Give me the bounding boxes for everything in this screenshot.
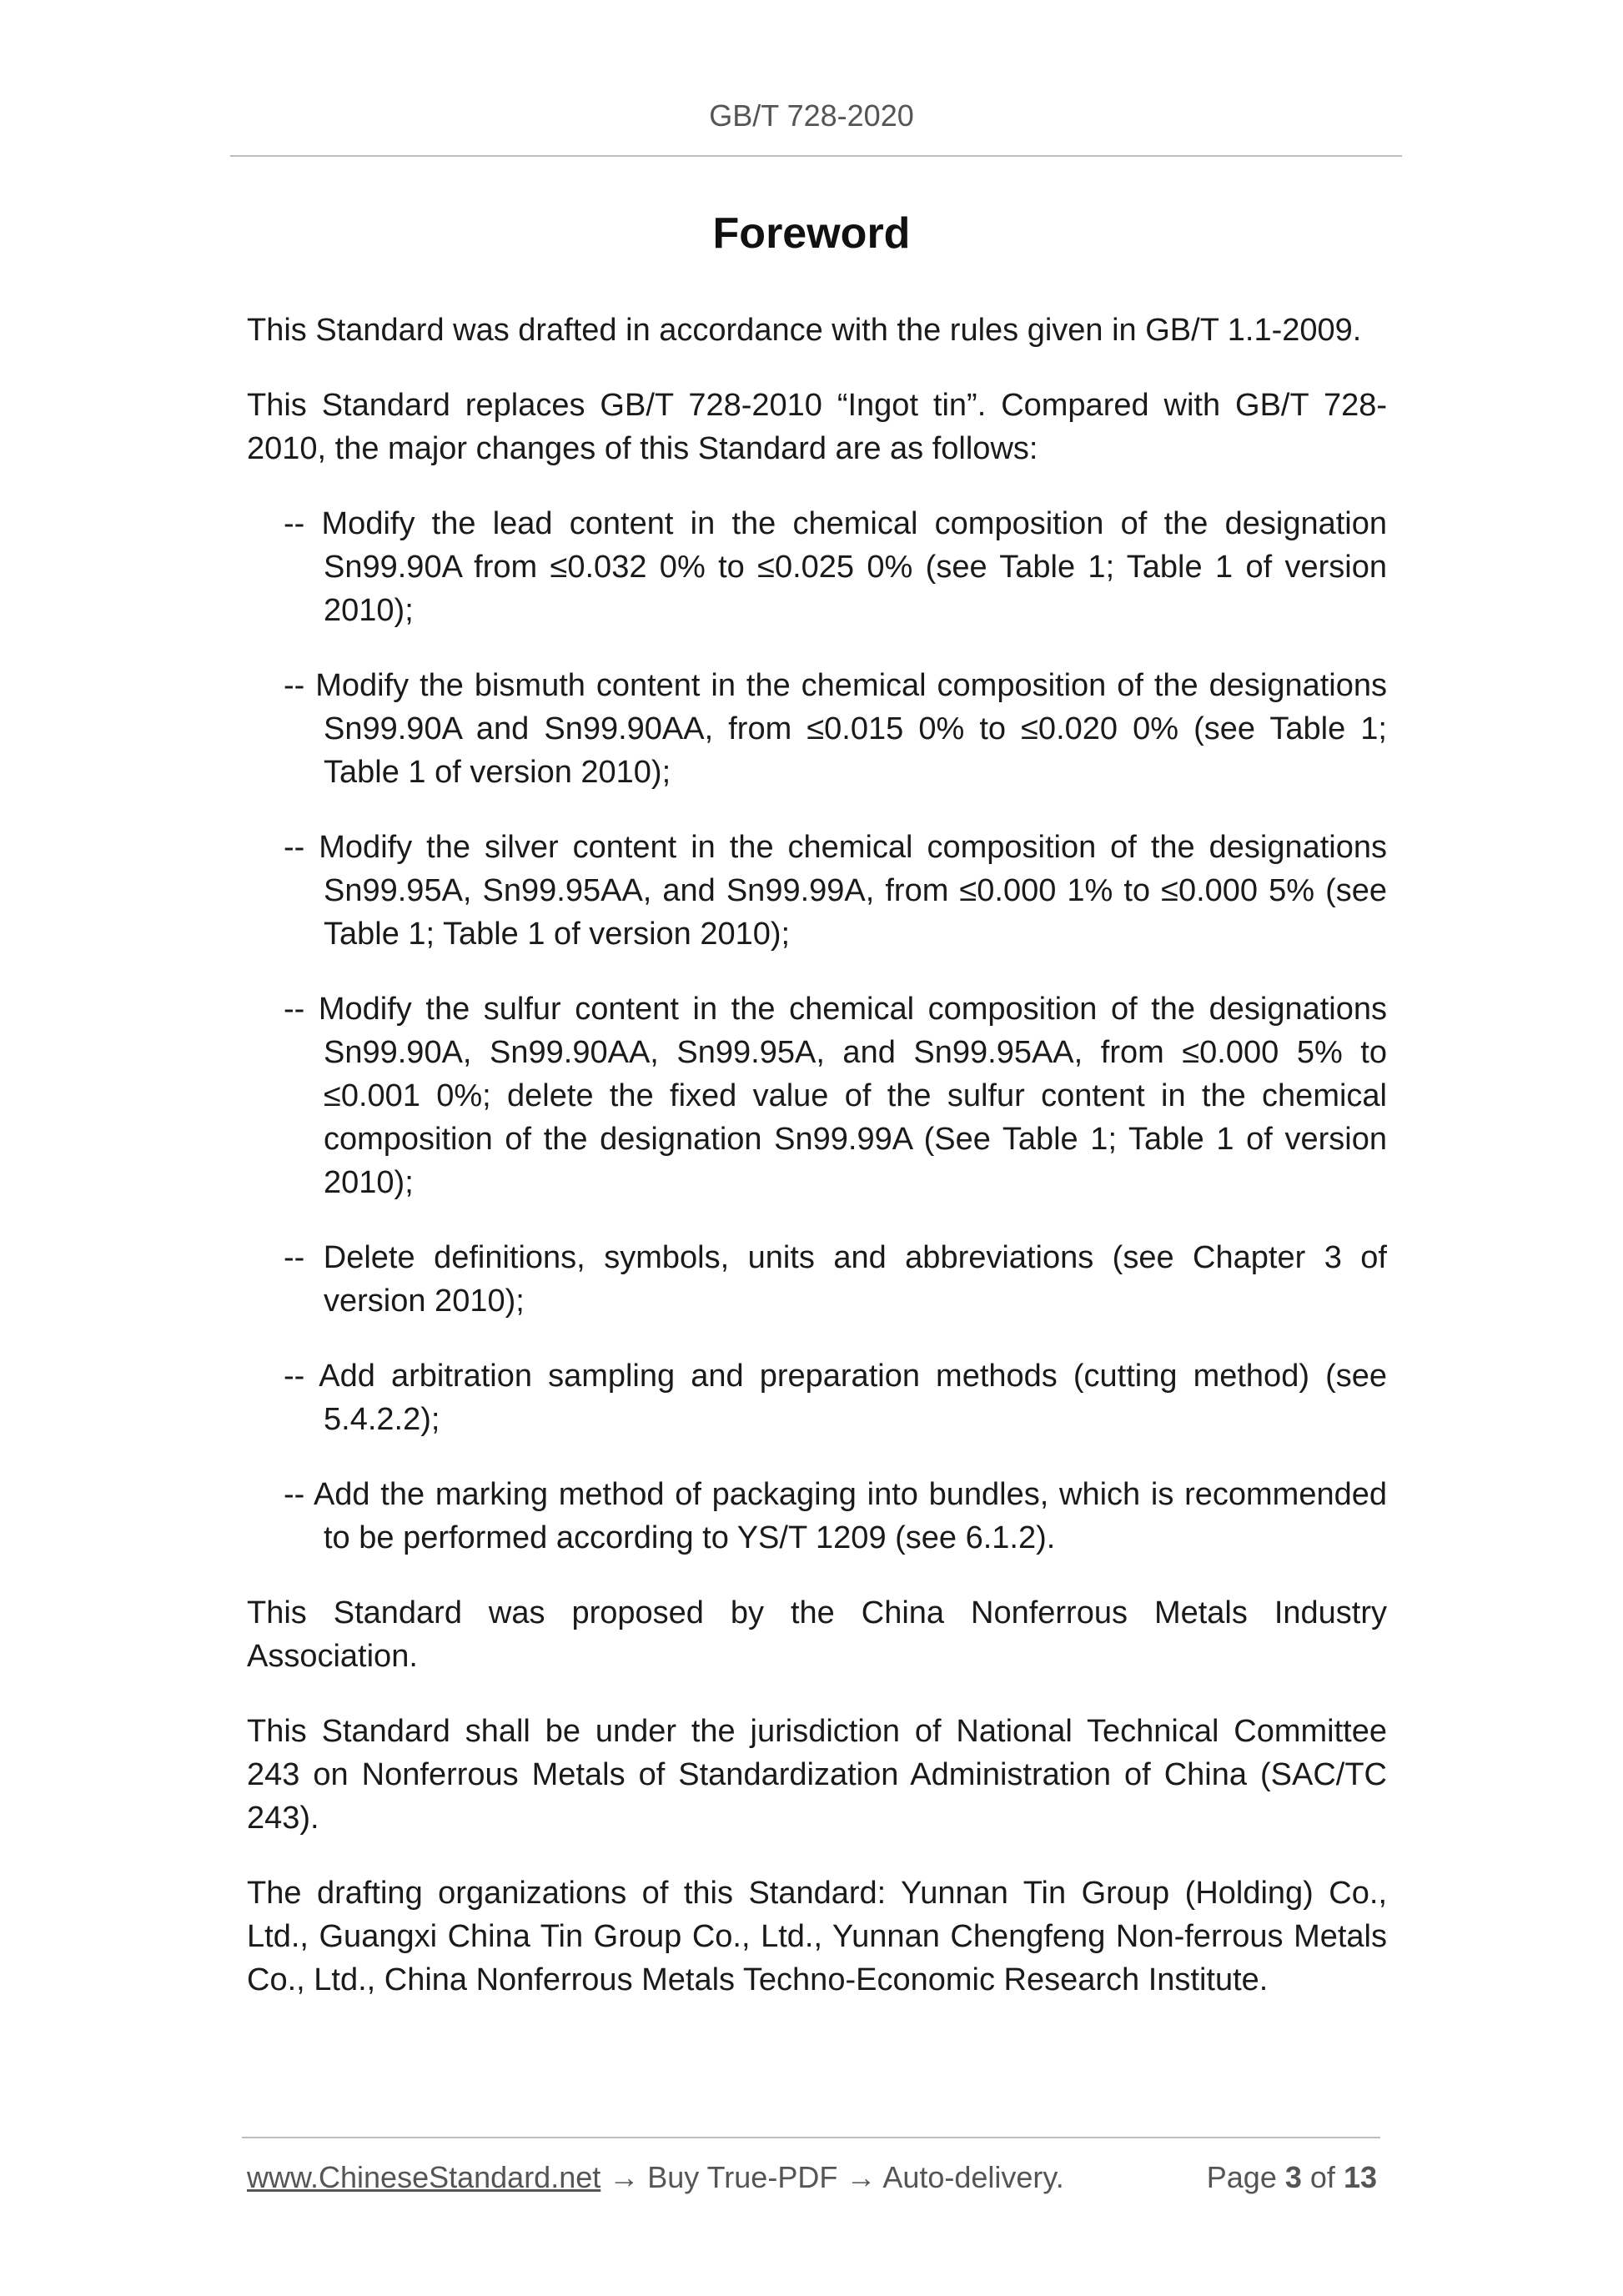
list-item: -- Add arbitration sampling and preparation methods (cutting method) (see 5.4.2.2); (284, 1359, 1387, 1437)
list-item: -- Add the marking method of packaging into bundles, which is recommended to be performed according to YS/T 1209 (see 6.1.2). (284, 1477, 1387, 1555)
page-current: 3 (1284, 2160, 1302, 2194)
list-item: -- Modify the sulfur content in the chemical composition of the designations Sn99.90A, Sn99.90AA, Sn99.95A, and Sn99.95AA, from ≤0.000 5% to ≤0.001 0%; delete the fixed value of the sulfur content in the chemical composition of the designation Sn99.99A (See Table 1; Table 1 of version 2010); (284, 992, 1387, 1200)
page-title: Foreword (712, 209, 911, 258)
paragraph-drafting-organizations: The drafting organizations of this Standard: Yunnan Tin Group (Holding) Co., Ltd., Guangxi China Tin Group Co., Ltd., Yunnan Chengfeng Non-ferrous Metals Co., Ltd., China Nonferrous Metals Techno-Economic Research Institute. (247, 1876, 1387, 1997)
page-indicator (1207, 2160, 1377, 2195)
footer-promo (247, 2160, 1064, 2195)
page-of-label: of (1309, 2160, 1335, 2194)
header-divider (230, 155, 1402, 157)
paragraph-drafting-rules: This Standard was drafted in accordance with the rules given in GB/T 1.1-2009. (247, 313, 1362, 348)
changes-list (247, 502, 1387, 1560)
paragraph-replacement: This Standard replaces GB/T 728-2010 “Ingot tin”. Compared with GB/T 728-2010, the major changes of this Standard are as follows: (247, 388, 1387, 466)
list-item: -- Modify the bismuth content in the chemical composition of the designations Sn99.90A and Sn99.90AA, from ≤0.015 0% to ≤0.020 0% (see Table 1; Table 1 of version 2010); (284, 668, 1387, 790)
page-total: 13 (1343, 2160, 1377, 2194)
footer-tagline: → Buy True-PDF → Auto-delivery. (600, 2160, 1064, 2194)
website-link[interactable]: www.ChineseStandard.net (247, 2160, 601, 2194)
paragraph-jurisdiction: This Standard shall be under the jurisdiction of National Technical Committee 243 on Nonferrous Metals of Standardization Administration of China (SAC/TC 243). (247, 1714, 1387, 1836)
list-item: -- Modify the silver content in the chemical composition of the designations Sn99.95A, Sn99.95AA, and Sn99.99A, from ≤0.000 1% to ≤0.000 5% (see Table 1; Table 1 of version 2010); (284, 830, 1387, 952)
document-body (247, 309, 1387, 2033)
footer-divider (242, 2137, 1380, 2138)
paragraph-proposed-by: This Standard was proposed by the China Nonferrous Metals Industry Association. (247, 1595, 1387, 1674)
running-header: GB/T 728-2020 (709, 98, 914, 133)
page-label: Page (1206, 2160, 1277, 2194)
list-item: -- Delete definitions, symbols, units and abbreviations (see Chapter 3 of version 2010); (284, 1240, 1387, 1319)
list-item: -- Modify the lead content in the chemical composition of the designation Sn99.90A from ≤0.032 0% to ≤0.025 0% (see Table 1; Table 1 of version 2010); (284, 506, 1387, 628)
